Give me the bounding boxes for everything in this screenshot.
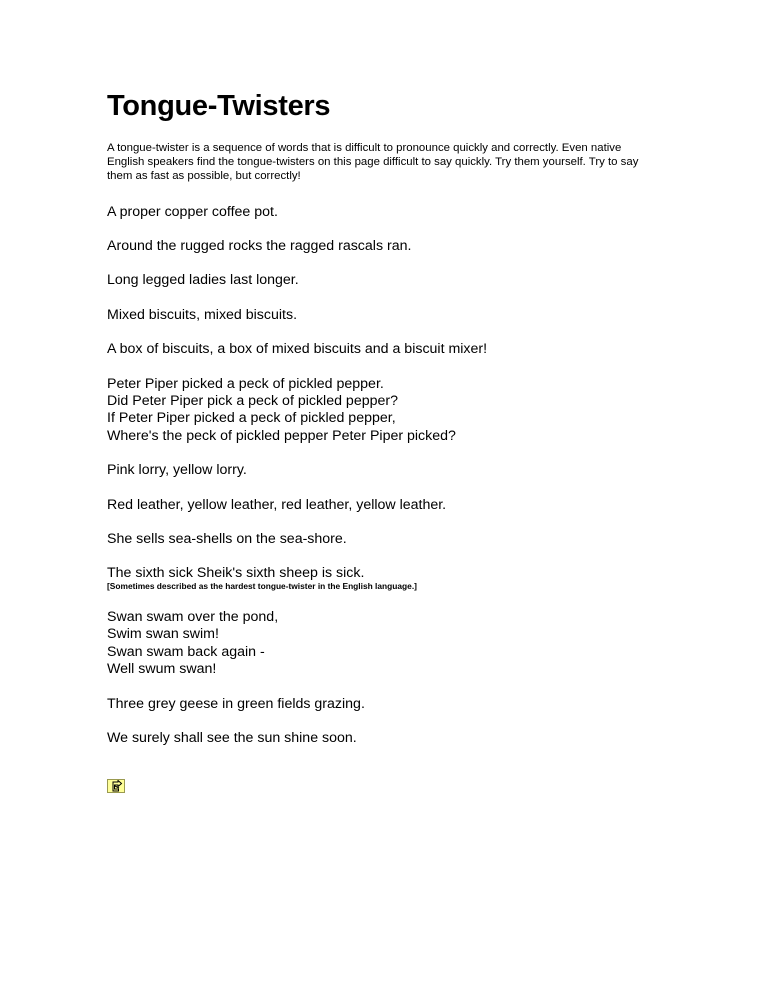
document-page [107, 88, 667, 764]
twister-line: Pink lorry, yellow lorry. [107, 462, 247, 479]
twister-line: Around the rugged rocks the ragged rascals ran. [107, 238, 412, 255]
tongue-twister [107, 531, 667, 548]
tongue-twister [107, 462, 667, 479]
tongue-twister [107, 696, 667, 713]
twister-line: Peter Piper picked a peck of pickled pepper. [107, 375, 384, 392]
tongue-twister [107, 204, 667, 221]
twister-line: We surely shall see the sun shine soon. [107, 729, 357, 746]
twister-line: Swim swan swim! [107, 626, 219, 643]
page-title: Tongue-Twisters [107, 90, 331, 122]
twister-line: Well swum swan! [107, 661, 217, 678]
twister-line: She sells sea-shells on the sea-shore. [107, 531, 347, 548]
twister-line: Mixed biscuits, mixed biscuits. [107, 306, 298, 323]
tongue-twister [107, 341, 667, 358]
tongue-twister [107, 376, 667, 446]
twister-line: Red leather, yellow leather, red leather, yellow leather. [107, 496, 447, 513]
tongue-twister [107, 238, 667, 255]
twister-list [107, 204, 667, 748]
twister-line: Swan swam over the pond, [107, 608, 279, 625]
twister-line: Long legged ladies last longer. [107, 272, 299, 289]
twister-line: A box of biscuits, a box of mixed biscuits and a biscuit mixer! [107, 341, 488, 358]
intro-paragraph: A tongue-twister is a sequence of words that is difficult to pronounce quickly and correctly. Even native English speakers find the tongue-twisters on this page difficult to say quickly. Try them yourself. Try to say them as fast as possible, but correctly! [107, 142, 639, 183]
twister-note: [Sometimes described as the hardest tongue-twister in the English language.] [107, 580, 417, 591]
tongue-twister [107, 609, 667, 679]
tongue-twister [107, 272, 667, 289]
twister-line: The sixth sick Sheik's sixth sheep is sick. [107, 565, 365, 582]
tongue-twister [107, 497, 667, 514]
tongue-twister [107, 730, 667, 747]
tongue-twister [107, 307, 667, 324]
twister-line: Swan swam back again - [107, 643, 265, 660]
twister-line: Three grey geese in green fields grazing. [107, 695, 365, 712]
arrow-link-icon[interactable] [107, 779, 125, 793]
twister-line: Did Peter Piper pick a peck of pickled pepper? [107, 393, 399, 410]
twister-line: Where's the peck of pickled pepper Peter Piper picked? [107, 427, 456, 444]
twister-line: If Peter Piper picked a peck of pickled pepper, [107, 410, 396, 427]
twister-line: A proper copper coffee pot. [107, 203, 278, 220]
